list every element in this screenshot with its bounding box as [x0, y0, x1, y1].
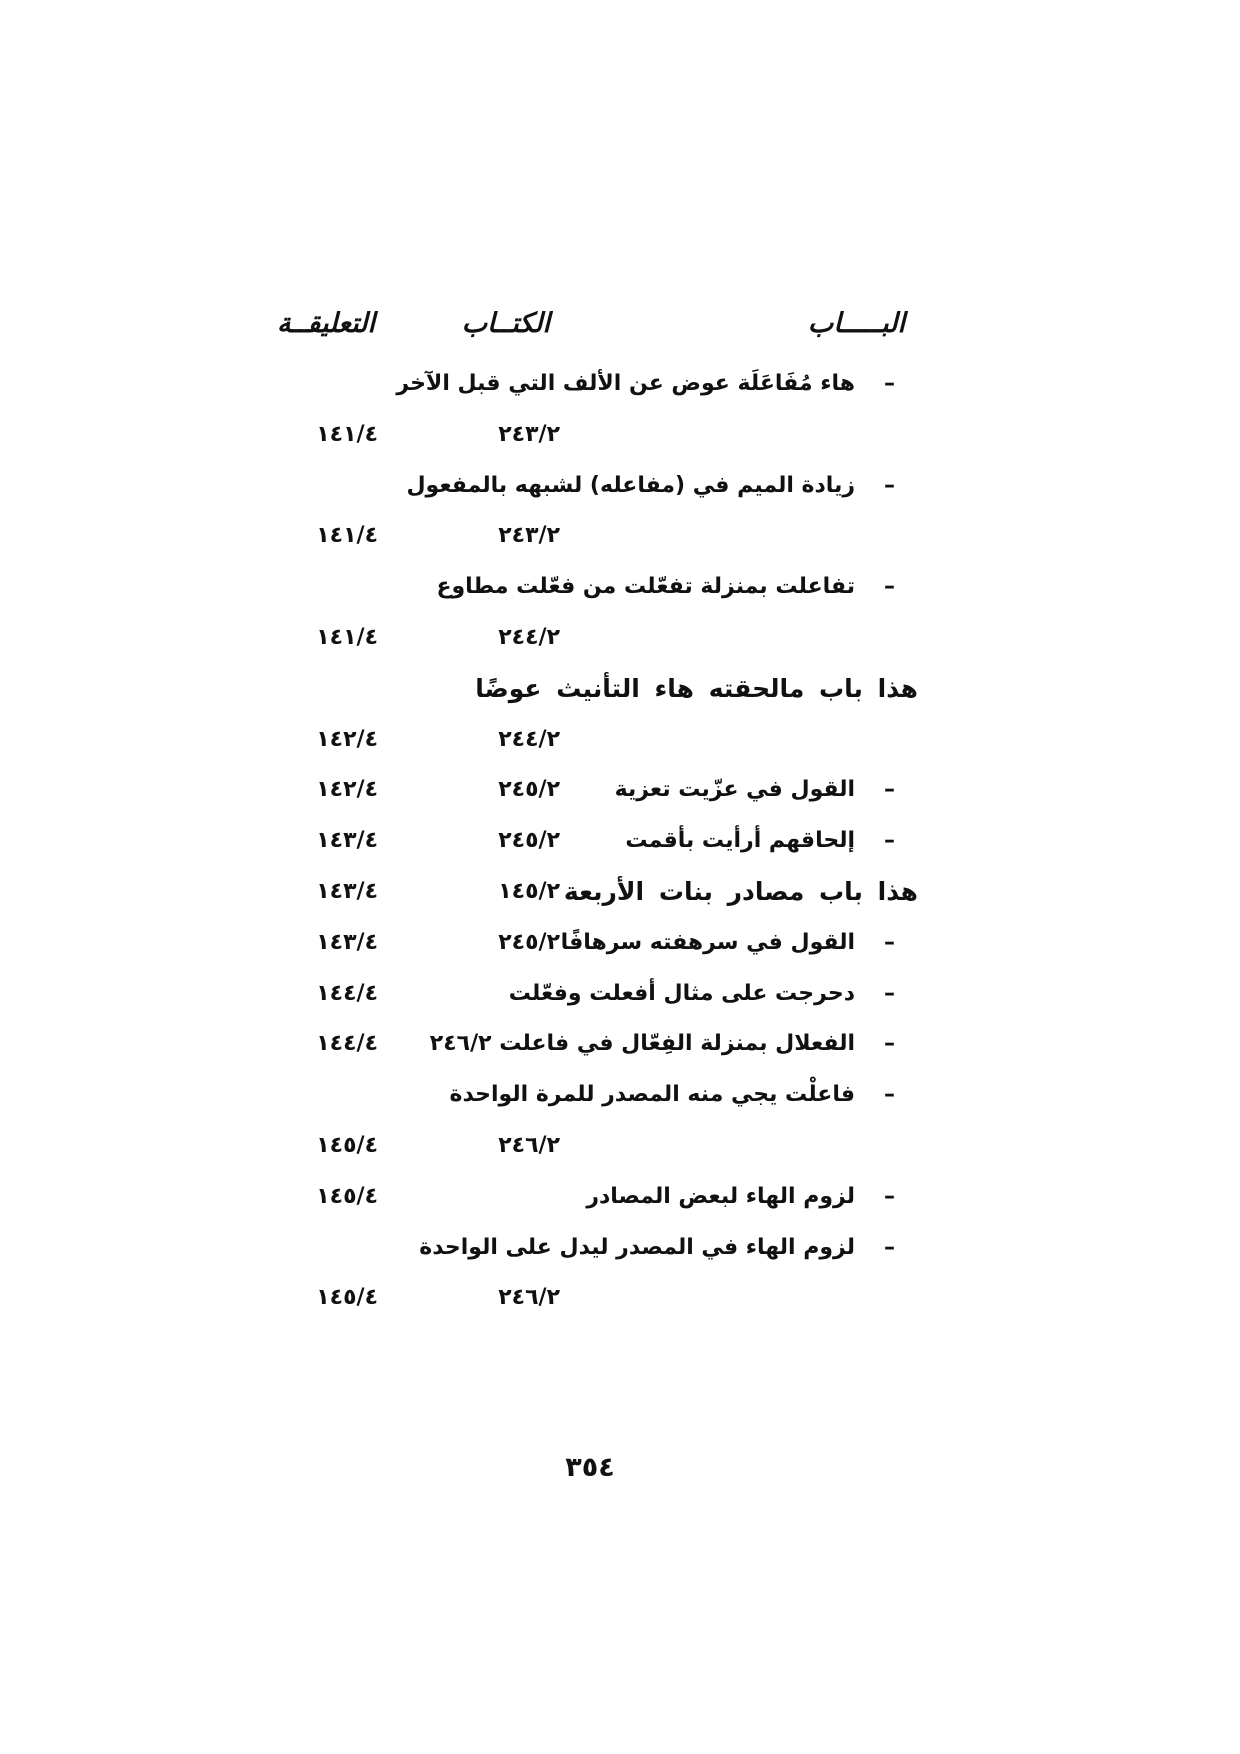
- column-header-taliqa: التعليقــة: [277, 308, 375, 339]
- kitab-reference: ٢٤٤/٢: [498, 625, 560, 650]
- entry-dash: –: [884, 1031, 895, 1056]
- entry-row: [0, 1020, 1240, 1068]
- entry-text: القول في عزّيت تعزية: [614, 777, 855, 802]
- entry-row: [0, 1173, 1240, 1221]
- entry-row: [0, 919, 1240, 967]
- taliqa-reference: ١٤٢/٤: [316, 727, 378, 752]
- section-heading-row: [0, 868, 1240, 916]
- entry-text: الفعلال بمنزلة الفِعّال في فاعلت ٢٤٦/٢: [429, 1031, 855, 1056]
- taliqa-reference: ١٤٢/٤: [316, 777, 378, 802]
- kitab-reference: ٢٤٦/٢: [498, 1133, 560, 1158]
- kitab-reference: ٢٤٥/٢: [498, 930, 560, 955]
- reference-row: [0, 411, 1240, 459]
- taliqa-reference: ١٤٥/٤: [316, 1133, 378, 1158]
- taliqa-reference: ١٤١/٤: [316, 523, 378, 548]
- column-header-kitab: الكتــاب: [461, 308, 550, 339]
- entry-text: دحرجت على مثال أفعلت وفعّلت: [508, 981, 855, 1006]
- entry-row: [0, 1224, 1240, 1272]
- section-heading-row: [0, 665, 1240, 713]
- taliqa-reference: ١٤٥/٤: [316, 1285, 378, 1310]
- kitab-reference: ١٤٥/٢: [498, 879, 560, 904]
- entry-dash: –: [884, 777, 895, 802]
- entry-dash: –: [884, 828, 895, 853]
- entry-dash: –: [884, 574, 895, 599]
- entry-row: [0, 817, 1240, 865]
- taliqa-reference: ١٤٣/٤: [316, 828, 378, 853]
- taliqa-reference: ١٤٥/٤: [316, 1184, 378, 1209]
- entry-row: [0, 1071, 1240, 1119]
- entry-row: [0, 360, 1240, 408]
- kitab-reference: ٢٤٣/٢: [498, 523, 560, 548]
- entry-text: زيادة الميم في (مفاعله) لشبهه بالمفعول: [406, 473, 855, 498]
- taliqa-reference: ١٤٣/٤: [316, 930, 378, 955]
- entry-dash: –: [884, 1235, 895, 1260]
- entry-text: هاء مُفَاعَلَة عوض عن الألف التي قبل الآخر: [396, 371, 855, 396]
- column-header-bab: البـــــاب: [807, 308, 905, 339]
- kitab-reference: ٢٤٥/٢: [498, 777, 560, 802]
- entry-row: [0, 970, 1240, 1018]
- kitab-reference: ٢٤٤/٢: [498, 727, 560, 752]
- entry-row: [0, 462, 1240, 510]
- entry-text: إلحاقهم أرأيت بأقمت: [625, 828, 855, 853]
- kitab-reference: ٢٤٥/٢: [498, 828, 560, 853]
- entry-text: لزوم الهاء لبعض المصادر: [586, 1184, 855, 1209]
- taliqa-reference: ١٤٤/٤: [316, 981, 378, 1006]
- entry-dash: –: [884, 930, 895, 955]
- kitab-reference: ٢٤٣/٢: [498, 422, 560, 447]
- taliqa-reference: ١٤١/٤: [316, 422, 378, 447]
- entry-dash: –: [884, 1184, 895, 1209]
- section-heading: هذا باب مالحقته هاء التأنيث عوضًا: [475, 674, 918, 703]
- entry-row: [0, 766, 1240, 814]
- entry-text: فاعلْت يجي منه المصدر للمرة الواحدة: [449, 1082, 855, 1107]
- section-heading: هذا باب مصادر بنات الأربعة: [563, 877, 918, 906]
- entry-dash: –: [884, 1082, 895, 1107]
- entry-row: [0, 563, 1240, 611]
- page-number: ٣٥٤: [565, 1452, 615, 1483]
- kitab-reference: ٢٤٦/٢: [498, 1285, 560, 1310]
- entry-dash: –: [884, 981, 895, 1006]
- taliqa-reference: ١٤١/٤: [316, 625, 378, 650]
- reference-row: [0, 614, 1240, 662]
- entry-dash: –: [884, 473, 895, 498]
- entry-dash: –: [884, 371, 895, 396]
- entry-text: لزوم الهاء في المصدر ليدل على الواحدة: [419, 1235, 855, 1260]
- taliqa-reference: ١٤٤/٤: [316, 1031, 378, 1056]
- taliqa-reference: ١٤٣/٤: [316, 879, 378, 904]
- reference-row: [0, 1274, 1240, 1322]
- reference-row: [0, 512, 1240, 560]
- entry-text: تفاعلت بمنزلة تفعّلت من فعّلت مطاوع: [436, 574, 855, 599]
- reference-row: [0, 1122, 1240, 1170]
- entry-text: القول في سرهفته سرهافًا: [560, 930, 855, 955]
- reference-row: [0, 716, 1240, 764]
